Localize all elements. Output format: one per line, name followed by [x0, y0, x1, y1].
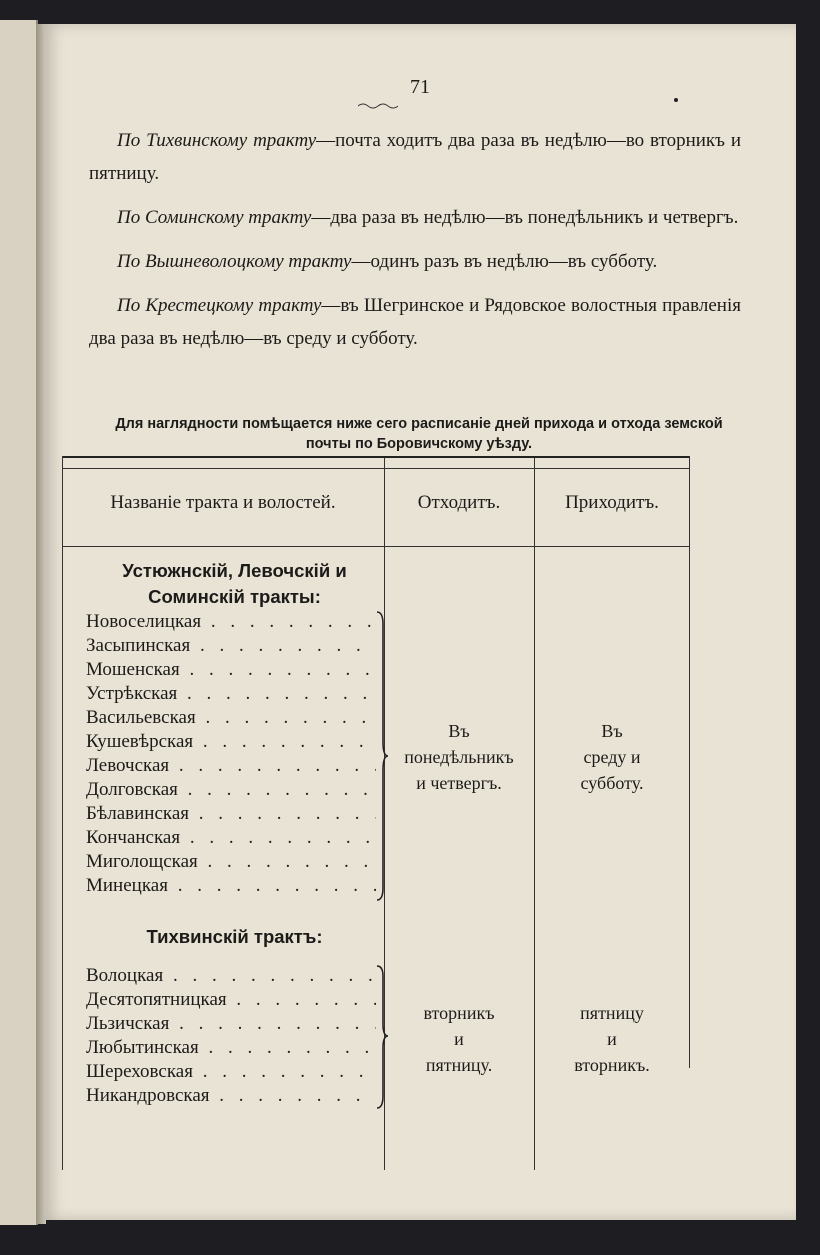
arrives-ustyuzhna [534, 718, 690, 796]
arrives-line: Въ [601, 721, 623, 741]
ink-dot [674, 98, 678, 102]
paragraph-vyshnevolotsk [89, 245, 741, 278]
departs-line: понедѣльникъ [404, 747, 514, 767]
village-row: Левочская . . . [86, 754, 376, 778]
village-row: Засыпинская . . . [86, 634, 376, 658]
departs-line: Въ [448, 721, 470, 741]
arrives-tikhvin [534, 1000, 690, 1078]
village-row: Мошенская . . . [86, 658, 376, 682]
route-name: По Вышневолоцкому тракту [117, 251, 352, 272]
paragraph-krestets [89, 289, 741, 355]
departs-line: вторникъ [423, 1003, 495, 1023]
adjacent-page-edge [0, 20, 38, 1225]
village-row: Шереховская . . . [86, 1060, 376, 1084]
schedule-table [62, 456, 690, 1170]
paragraph-text: —въ Шегринское и Рядовское волостныя правленія два раза въ недѣлю—въ среду и субботу. [89, 295, 741, 349]
village-row: Васильевская . . . [86, 706, 376, 730]
route-name: По Соминскому тракту [117, 207, 312, 228]
ornament-squiggle [358, 102, 398, 110]
arrives-line: пятницу [580, 1003, 644, 1023]
paragraph-text: —одинъ разъ въ недѣлю—въ субботу. [351, 251, 658, 272]
village-row: Кушевѣрская . . . [86, 730, 376, 754]
departs-line: и четвергъ. [416, 773, 502, 793]
schedule-notice: Для наглядности помѣщается ниже сего расписаніе дней прихода и отхода земской почты по Боровичскому уѣзду. [115, 416, 723, 452]
arrives-line: вторникъ. [574, 1055, 650, 1075]
arrives-line: среду и [583, 747, 641, 767]
village-row: Волоцкая . . . [86, 964, 376, 988]
paragraph-text: —почта ходитъ два раза въ недѣлю—во вторникъ и пятницу. [89, 130, 741, 184]
departs-line: и [454, 1029, 464, 1049]
village-row: Новоселицкая . . . [86, 610, 376, 634]
village-row: Устрѣкская . . . [86, 682, 376, 706]
book-page [44, 24, 796, 1220]
village-row: Долговская . . . [86, 778, 376, 802]
village-row: Минецкая . . . [86, 874, 376, 898]
header-departs: Отходитъ. [417, 492, 501, 513]
village-row: Льзичская . . . [86, 1012, 376, 1036]
group-title-ustyuzhna: Устюжнскій, Левочскій и Соминскій тракты: [122, 560, 347, 607]
departs-line: пятницу. [425, 1055, 493, 1075]
header-arrives: Приходитъ. [565, 492, 659, 513]
departs-ustyuzhna [384, 718, 534, 796]
group-title-tikhvin: Тихвинскій трактъ: [146, 926, 323, 947]
paragraph-somino [89, 201, 741, 234]
arrives-line: и [607, 1029, 617, 1049]
header-route: Названіе тракта и волостей. [110, 492, 336, 513]
paragraphs [89, 124, 741, 366]
village-row: Кончанская . . . [86, 826, 376, 850]
route-name: По Тихвинскому тракту [117, 130, 317, 151]
village-row: Десятопятницкая . . . [86, 988, 376, 1012]
paragraph-text: —два раза въ недѣлю—въ понедѣльникъ и четвергъ. [311, 207, 739, 228]
village-row: Никандровская . . . [86, 1084, 376, 1108]
village-row: Миголощская . . . [86, 850, 376, 874]
paragraph-tikhvin [89, 124, 741, 190]
header-rule-top [62, 468, 690, 469]
table-border-left [62, 456, 63, 1170]
page-number: 71 [410, 76, 430, 98]
arrives-line: субботу. [580, 773, 644, 793]
header-rule-bottom [62, 546, 690, 547]
route-name: По Крестецкому тракту [117, 295, 322, 316]
village-row: Любытинская . . . [86, 1036, 376, 1060]
departs-tikhvin [384, 1000, 534, 1078]
village-row: Бѣлавинская . . . [86, 802, 376, 826]
